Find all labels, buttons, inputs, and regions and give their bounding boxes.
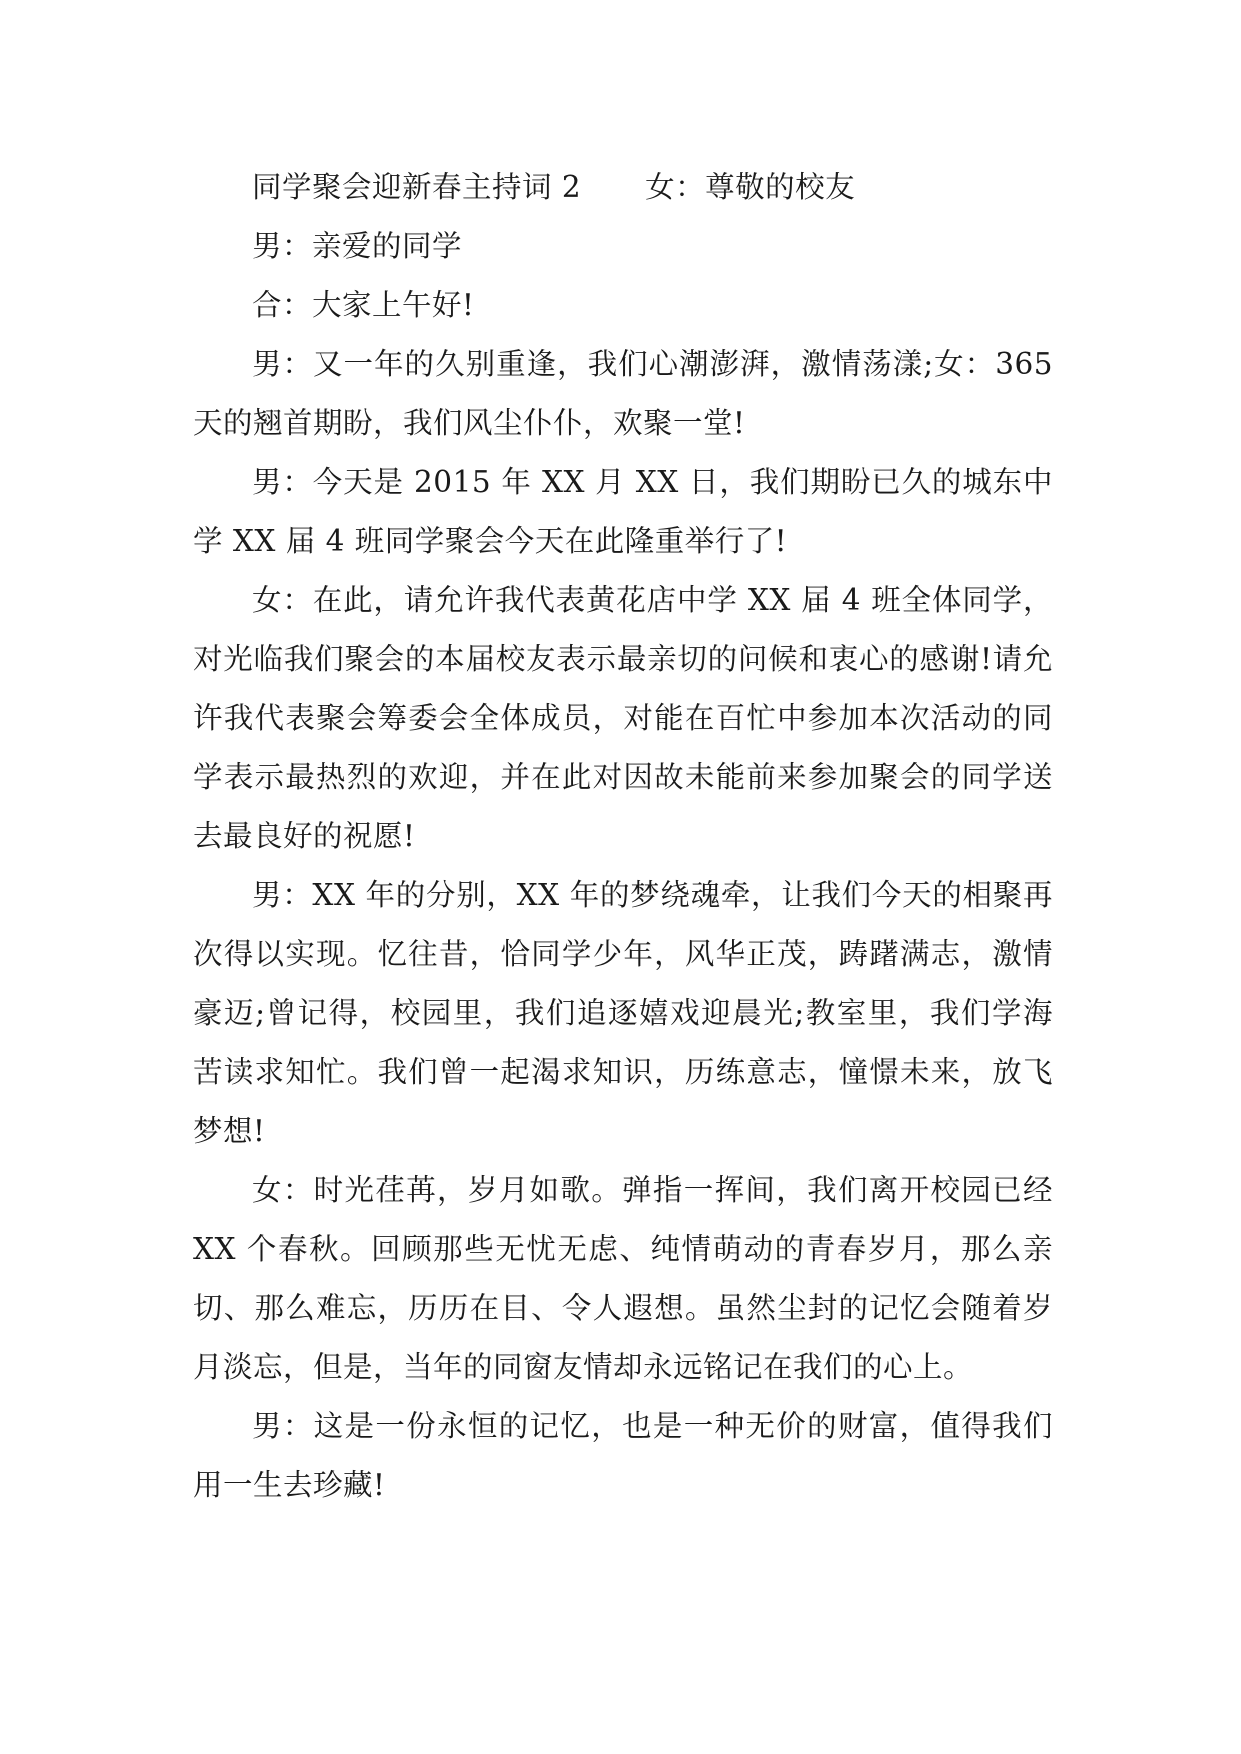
paragraph: 合：大家上午好! [252,288,475,322]
document-title: 同学聚会迎新春主持词 2 [252,170,582,204]
title-line [193,158,1053,217]
first-speech: 女：尊敬的校友 [645,170,856,204]
paragraph: 男：今天是 2015 年 XX 月 XX 日，我们期盼已久的城东中学 XX 届 4 班同学聚会今天在此隆重举行了! [193,465,1053,558]
paragraph: 男：XX 年的分别，XX 年的梦绕魂牵，让我们今天的相聚再次得以实现。忆往昔，恰同学少年，风华正茂，踌躇满志，激情豪迈;曾记得，校园里，我们追逐嬉戏迎晨光;教室里，我们学海苦读求知忙。我们曾一起渴求知识，历练意志，憧憬未来，放飞梦想! [193,878,1053,1148]
paragraph: 男：这是一份永恒的记忆，也是一种无价的财富，值得我们用一生去珍藏! [193,1409,1053,1502]
paragraph: 男：亲爱的同学 [252,229,463,263]
paragraph: 男：又一年的久别重逢，我们心潮澎湃，激情荡漾;女：365 天的翘首期盼，我们风尘仆仆，欢聚一堂! [193,347,1053,440]
paragraph: 女：在此，请允许我代表黄花店中学 XX 届 4 班全体同学，对光临我们聚会的本届校友表示最亲切的问候和衷心的感谢!请允许我代表聚会筹委会全体成员，对能在百忙中参加本次活动的同学表示最热烈的欢迎，并在此对因故未能前来参加聚会的同学送去最良好的祝愿! [193,583,1053,853]
document-page [193,158,1053,1515]
paragraph: 女：时光荏苒，岁月如歌。弹指一挥间，我们离开校园已经 XX 个春秋。回顾那些无忧无虑、纯情萌动的青春岁月，那么亲切、那么难忘，历历在目、令人遐想。虽然尘封的记忆会随着岁月淡忘，但是，当年的同窗友情却永远铭记在我们的心上。 [193,1173,1053,1384]
